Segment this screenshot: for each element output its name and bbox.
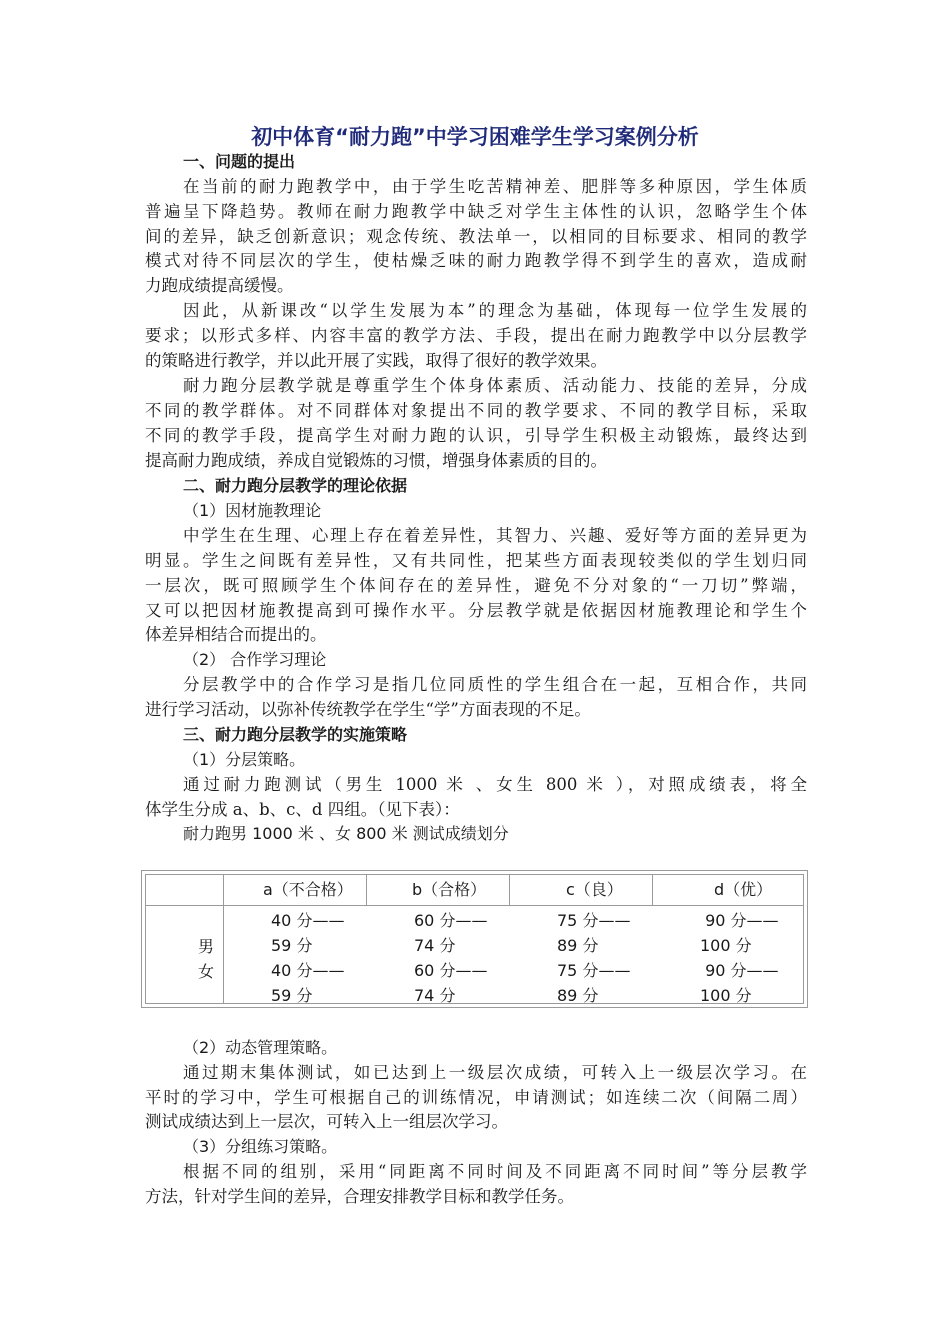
paragraph-line: 提高耐力跑成绩，养成自觉锻炼的习惯，增强身体素质的目的。 <box>145 451 607 470</box>
row-label-male: 男 <box>198 937 215 956</box>
section-heading-3: 三、耐力跑分层教学的实施策略 <box>183 725 408 744</box>
paragraph-line: 平时的学习中，学生可根据自己的训练情况，申请测试；如连续二次（间隔二周） <box>145 1088 807 1107</box>
paragraph-line: 明显。学生之间既有差异性，又有共同性，把某些方面表现较类似的学生划归同 <box>145 551 807 570</box>
column-divider <box>509 875 510 905</box>
subsection-title: （3）分组练习策略。 <box>183 1137 338 1156</box>
table-cell: 40 分—— <box>271 961 345 980</box>
column-divider <box>223 875 224 1003</box>
paragraph-line: 耐力跑分层教学就是尊重学生个体身体素质、活动能力、技能的差异，分成 <box>183 376 807 395</box>
header-c: c（良） <box>566 880 623 899</box>
paragraph-line: 力跑成绩提高缓慢。 <box>145 276 294 295</box>
paragraph-line: 通过期末集体测试，如已达到上一级层次成绩，可转入上一级层次学习。在 <box>183 1063 807 1082</box>
table-cell: 59 分 <box>271 936 313 955</box>
paragraph-line: 在当前的耐力跑教学中，由于学生吃苦精神差、肥胖等多种原因，学生体质 <box>183 177 807 196</box>
paragraph-line: 间的差异，缺乏创新意识；观念传统、教法单一，以相同的目标要求、相同的教学 <box>145 227 807 246</box>
table-cell: 100 分 <box>700 936 752 955</box>
subsection-title: （1）因材施教理论 <box>183 501 322 520</box>
score-table <box>141 870 808 1008</box>
column-divider <box>652 875 653 905</box>
paragraph-line: 又可以把因材施教提高到可操作水平。分层教学就是依据因材施教理论和学生个 <box>145 601 807 620</box>
header-d: d（优） <box>714 880 773 899</box>
header-a: a（不合格） <box>263 880 353 899</box>
paragraph-line: 测试成绩达到上一层次，可转入上一组层次学习。 <box>145 1112 508 1131</box>
section-heading-2: 二、耐力跑分层教学的理论依据 <box>183 476 408 495</box>
table-cell: 74 分 <box>414 936 456 955</box>
paragraph-line: 一层次，既可照顾学生个体间存在的差异性，避免不分对象的“一刀切”弊端， <box>145 576 807 595</box>
section-heading-1: 一、问题的提出 <box>183 152 296 171</box>
subsection-title: （2） 合作学习理论 <box>183 650 327 669</box>
table-cell: 90 分—— <box>700 961 779 980</box>
paragraph-line: 因此，从新课改“以学生发展为本”的理念为基础，体现每一位学生发展的 <box>183 301 807 320</box>
paragraph-line: 体差异相结合而提出的。 <box>145 625 327 644</box>
subsection-title: （2）动态管理策略。 <box>183 1038 338 1057</box>
table-cell: 60 分—— <box>414 961 488 980</box>
paragraph-line: 普遍呈下降趋势。教师在耐力跑教学中缺乏对学生主体性的认识，忽略学生个体 <box>145 202 807 221</box>
score-table-inner <box>145 874 804 1004</box>
document-title: 初中体育“耐力跑”中学习困难学生学习案例分析 <box>251 125 699 149</box>
subsection-title: （1）分层策略。 <box>183 750 306 769</box>
table-cell: 59 分 <box>271 986 313 1005</box>
table-cell: 75 分—— <box>557 911 631 930</box>
paragraph-line: 的策略进行教学，并以此开展了实践，取得了很好的教学效果。 <box>145 351 607 370</box>
table-caption: 耐力跑男 1000 米 、女 800 米 测试成绩划分 <box>183 824 509 843</box>
table-cell: 40 分—— <box>271 911 345 930</box>
paragraph-line: 方法，针对学生间的差异，合理安排教学目标和教学任务。 <box>145 1187 574 1206</box>
table-cell: 74 分 <box>414 986 456 1005</box>
paragraph-line: 要求；以形式多样、内容丰富的教学方法、手段，提出在耐力跑教学中以分层教学 <box>145 326 807 345</box>
paragraph-line: 中学生在生理、心理上存在着差异性，其智力、兴趣、爱好等方面的差异更为 <box>183 526 807 545</box>
paragraph-line: 不同的教学手段，提高学生对耐力跑的认识，引导学生积极主动锻炼，最终达到 <box>145 426 807 445</box>
table-cell: 75 分—— <box>557 961 631 980</box>
table-cell: 60 分—— <box>414 911 488 930</box>
paragraph-line: 进行学习活动，以弥补传统教学在学生“学”方面表现的不足。 <box>145 700 591 719</box>
row-label-female: 女 <box>198 962 215 981</box>
paragraph-line: 模式对待不同层次的学生，使枯燥乏味的耐力跑教学得不到学生的喜欢，造成耐 <box>145 251 807 270</box>
table-cell: 89 分 <box>557 936 599 955</box>
table-cell: 89 分 <box>557 986 599 1005</box>
paragraph-line: 不同的教学群体。对不同群体对象提出不同的教学要求、不同的教学目标，采取 <box>145 401 807 420</box>
column-divider <box>366 875 367 905</box>
paragraph-line: 分层教学中的合作学习是指几位同质性的学生组合在一起，互相合作，共同 <box>183 675 807 694</box>
table-cell: 90 分—— <box>700 911 779 930</box>
paragraph-line: 通过耐力跑测试（男生 1000 米 、女生 800 米 ），对照成绩表，将全 <box>183 775 807 794</box>
paragraph-line: 根据不同的组别，采用“同距离不同时间及不同距离不同时间”等分层教学 <box>183 1162 807 1181</box>
table-header-row <box>146 875 803 906</box>
table-cell: 100 分 <box>700 986 752 1005</box>
paragraph-line: 体学生分成 a、b、c、d 四组。（见下表）： <box>145 800 460 819</box>
header-b: b（合格） <box>412 880 487 899</box>
